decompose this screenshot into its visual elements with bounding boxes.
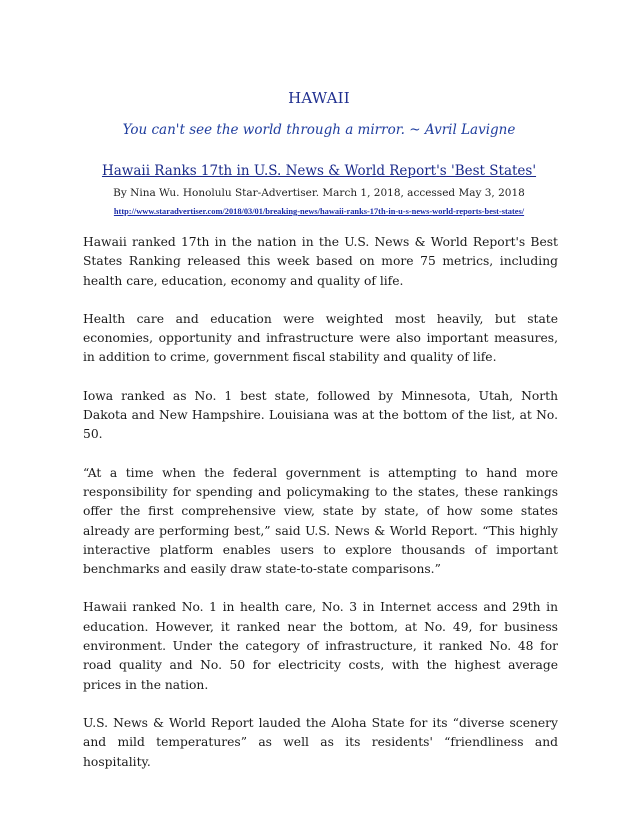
epigraph-quote: You can't see the world through a mirror. ~ Avril Lavigne [122,122,516,138]
article-body [83,233,558,791]
source-url-link[interactable]: http://www.staradvertiser.com/2018/03/01/breaking-news/hawaii-ranks-17th-in-u-s-news-world-reports-best-states/ [113,207,525,216]
page-title: HAWAII [288,89,350,107]
article-paragraph-3: Iowa ranked as No. 1 best state, followed by Minnesota, Utah, North Dakota and New Hampshire. Louisiana was at the bottom of the list, at No. 50. [83,388,558,442]
article-paragraph-5: Hawaii ranked No. 1 in health care, No. 3 in Internet access and 29th in education. However, it ranked near the bottom, at No. 49, for business environment. Under the category of infrastructure, it ranked No. 48 for road quality and No. 50 for electricity costs, with the highest average prices in the nation. [83,600,558,692]
article-paragraph-4: “At a time when the federal government is attempting to hand more responsibility for spending and policymaking to the states, these rankings offer the first comprehensive view, state by state, of how some states already are performing best,” said U.S. News & World Report. “This highly interactive platform enables users to explore thousands of important benchmarks and easily draw state-to-state comparisons.” [83,465,558,577]
article-byline: By Nina Wu. Honolulu Star-Advertiser. March 1, 2018, accessed May 3, 2018 [113,187,525,199]
article-paragraph-1: Hawaii ranked 17th in the nation in the U.S. News & World Report's Best States Ranking released this week based on more 75 metrics, including health care, education, economy and quality of life. [83,235,558,288]
article-paragraph-6: U.S. News & World Report lauded the Aloha State for its “diverse scenery and mild temperatures” as well as its residents' “friendliness and hospitality. [83,715,558,769]
article-paragraph-2: Health care and education were weighted most heavily, but state economies, opportunity and infrastructure were also important measures, in addition to crime, government fiscal stability and quality of life. [83,311,558,365]
article-title-link[interactable]: Hawaii Ranks 17th in U.S. News & World Report's 'Best States' [101,163,537,179]
